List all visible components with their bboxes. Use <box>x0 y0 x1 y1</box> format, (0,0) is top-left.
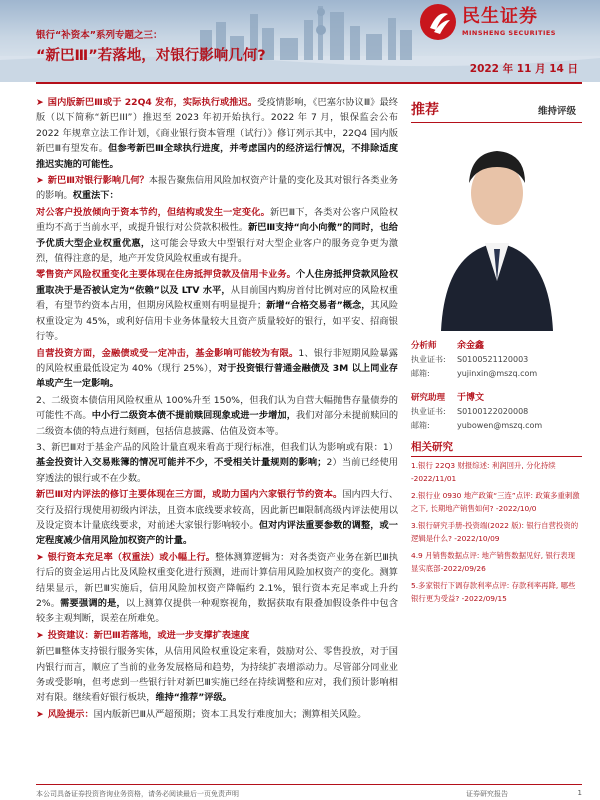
analyst-1-name: 余金鑫 <box>457 341 485 351</box>
analyst-1-email[interactable]: yujinxin@mszq.com <box>457 369 538 378</box>
rating-box <box>411 95 582 123</box>
analyst-2-name: 于博文 <box>457 393 485 403</box>
minsheng-logo <box>420 4 590 44</box>
related-research-item[interactable]: 1.银行 22Q3 财报综述: 利润回升, 分化持续 -2022/11/01 <box>411 461 556 483</box>
analyst-1-cert-row: 执业证书: S0100521120003 <box>411 355 529 364</box>
para-5: 自营投资方面，金融债或受一定冲击，基金影响可能较为有限。1、银行非短期风险暴露的风险权重最低设定为 40%（现行 25%），对于投资银行普通金融债及 3M 以上同业存单或产生一定影响。 <box>36 347 398 390</box>
rating-label: 维持评级 <box>537 106 576 117</box>
bullet-arrow-icon: ➤ <box>36 97 44 108</box>
related-research-item[interactable]: 3.银行研究手册-投资端(2022 版): 银行自营投资的逻辑是什么? -2022/10/09 <box>411 521 579 543</box>
para-11: ➤ 风险提示：国内版新巴Ⅲ从严超预期；资本工具发行难度加大；测算相关风险。 <box>36 708 367 720</box>
header-banner <box>0 0 600 82</box>
analyst-1-role-row: 分析师 余金鑫 <box>411 341 485 351</box>
page-footer <box>36 784 582 798</box>
related-research-item[interactable]: 5.多家银行下调存款利率点评: 存款利率再降, 哪些银行更为受益? -2022/09/15 <box>411 581 576 603</box>
para-2: ➤ 新巴Ⅲ对银行影响几何？本报告聚焦信用风险加权资产计量的变化及其对银行各类业务的影响。权重法下： <box>36 175 399 202</box>
report-body <box>36 95 398 745</box>
analyst-photo <box>411 131 582 231</box>
bullet-arrow-icon: ➤ <box>36 551 44 563</box>
header-divider <box>36 82 582 84</box>
page-number: 1 <box>577 789 582 797</box>
report-title: “新巴Ⅲ”若落地，对银行影响几何? <box>36 48 266 64</box>
footer-disclaimer: 本公司具备证券投资咨询业务资格，请务必阅读最后一页免责声明 <box>36 790 239 798</box>
bullet-arrow-icon: ➤ <box>36 708 44 720</box>
para-7: 3、新巴Ⅲ对于基金产品的风险计量直观来看高于现行标准，但我们认为影响或有限：1）基金投资计入交易账簿的情况可能并不少，不受相关计量规则的影响；2）当前已经使用穿透法的银行或不在少数。 <box>36 441 398 484</box>
bullet-arrow-icon: ➤ <box>36 629 44 641</box>
para-1: ➤ 国内版新巴Ⅲ或于 22Q4 发布，实际执行或推迟。受疫情影响，《巴塞尔协议Ⅲ》最终版（以下简称“新巴III”）推迟至 2023 年初开始执行。2022 年 7 月，银保监会公布 2022 年规章立法工作计划，《商业银行资本管理（试行）》修订列示其中，22Q4 国内版新巴Ⅲ有望发布。但参考新巴Ⅲ全球执行进度，并考虑国内的经济运行情况，不排除适度推迟实施的可能性。 <box>36 97 399 170</box>
analyst-2-email-row: 邮箱: yubowen@mszq.com <box>411 419 582 433</box>
analyst-2-cert-row: 执业证书: S0100122020008 <box>411 407 529 416</box>
footer-report-type: 证券研究报告 <box>466 790 508 798</box>
para-10: ➤ 投资建议：新巴Ⅲ若落地，或进一步支撑扩表速度 <box>36 629 250 641</box>
para-3: 对公客户投放倾向于资本节约，但结构或发生一定变化。新巴Ⅲ下，各类对公客户风险权重均不高于当前水平，或提升银行对公贷款积极性。新巴Ⅲ支持“向小向微”的同时，也给予优质大型企业权重优惠，这可能会导致大中型银行对大型企业客户的服务竞争更为激烈，值得注意的是，地产开发贷风险权重或有提升。 <box>36 206 399 265</box>
related-research-list <box>411 459 582 609</box>
sidebar <box>411 95 582 745</box>
para-9: ➤ 银行资本充足率（权重法）或小幅上行。整体测算逻辑为：对各类资产业务在新巴Ⅲ执行后的资金运用占比及风险权重变化进行预测，进而计算信用风险加权资产的变化。测算结果显示，新巴Ⅲ实施后，信用风险加权资产降幅约 2.1%，银行资本充足率或上升约 2%。需要强调的是，以上测算仅提供一种观察视角，数据获取有限叠加假设条件中包含较多主观判断，误差在所难免。 <box>36 551 399 625</box>
report-date: 2022 年 11 月 14 日 <box>469 63 578 75</box>
analyst-info <box>411 339 582 433</box>
logo-name: 民生证券 <box>462 6 538 27</box>
report-series: 银行“补资本”系列专题之三： <box>36 30 163 41</box>
para-10-body: 新巴Ⅲ整体支持银行服务实体，从信用风险权重设定来看，鼓励对公、零售投放，对于国内银行而言，顺应了当前的业务发展格局和趋势，为持续扩表增添动力。尽管部分同业业务或受影响，但考虑到一些银行针对新巴Ⅲ实施已经在持续调整和应对，我们预计影响相对有限。继续看好银行板块，维持“推荐”评级。 <box>36 646 398 704</box>
analyst-1-email-row: 邮箱: yujinxin@mszq.com <box>411 367 582 381</box>
recommend-label: 推荐 <box>411 102 439 118</box>
logo-mark-icon <box>420 4 456 40</box>
para-4: 零售资产风险权重变化主要体现在住房抵押贷款及信用卡业务。个人住房抵押贷款风险权重取决于是否被认定为“依赖”以及 LTV 水平，从目前国内购房首付比例对应的风险权重看，有望节约资本占用，但期房风险权重则有明显提升；新增“合格交易者”概念，其风险权重设定为 45%，或利好信用卡业务体量较大且资产质量较好的银行，如平安、招商银行等。 <box>36 269 399 343</box>
analyst-2-role-row: 研究助理 于博文 <box>411 393 485 403</box>
related-research-item[interactable]: 2.银行业 0930 地产政策“三连”点评: 政策多重刺激之下, 长期地产销售如何? -2022/10/0 <box>411 491 580 513</box>
logo-english: MINSHENG SECURITIES <box>462 29 556 37</box>
analyst-2-email[interactable]: yubowen@mszq.com <box>457 421 543 430</box>
para-6: 2、二级资本债信用风险权重从 100%升至 150%，但我们认为自营大幅抛售存量债券的可能性不高。中小行二级资本债不提前赎回现象或进一步增加，我们对部分未提前赎回的二级资本债的特点进行刻画，包括信息披露、估值及资本等。 <box>36 394 399 437</box>
related-research-title: 相关研究 <box>411 439 582 457</box>
para-8: 新巴Ⅲ对内评法的修订主要体现在三方面，或助力国内六家银行节约资本。国内四大行、交行及招行现使用初级内评法，且资本底线要求较高，因此新巴Ⅲ限制高级内评法使用以及设定资本计量底线要求，对前述大家银行影响较小。但对内评法重要参数的调整，或一定程度减少信用风险加权资产的计量。 <box>36 489 399 547</box>
bullet-arrow-icon: ➤ <box>36 175 44 187</box>
related-research-item[interactable]: 4.9 月销售数据点评: 地产销售数据见好, 银行表现显实底部-2022/09/26 <box>411 551 576 573</box>
